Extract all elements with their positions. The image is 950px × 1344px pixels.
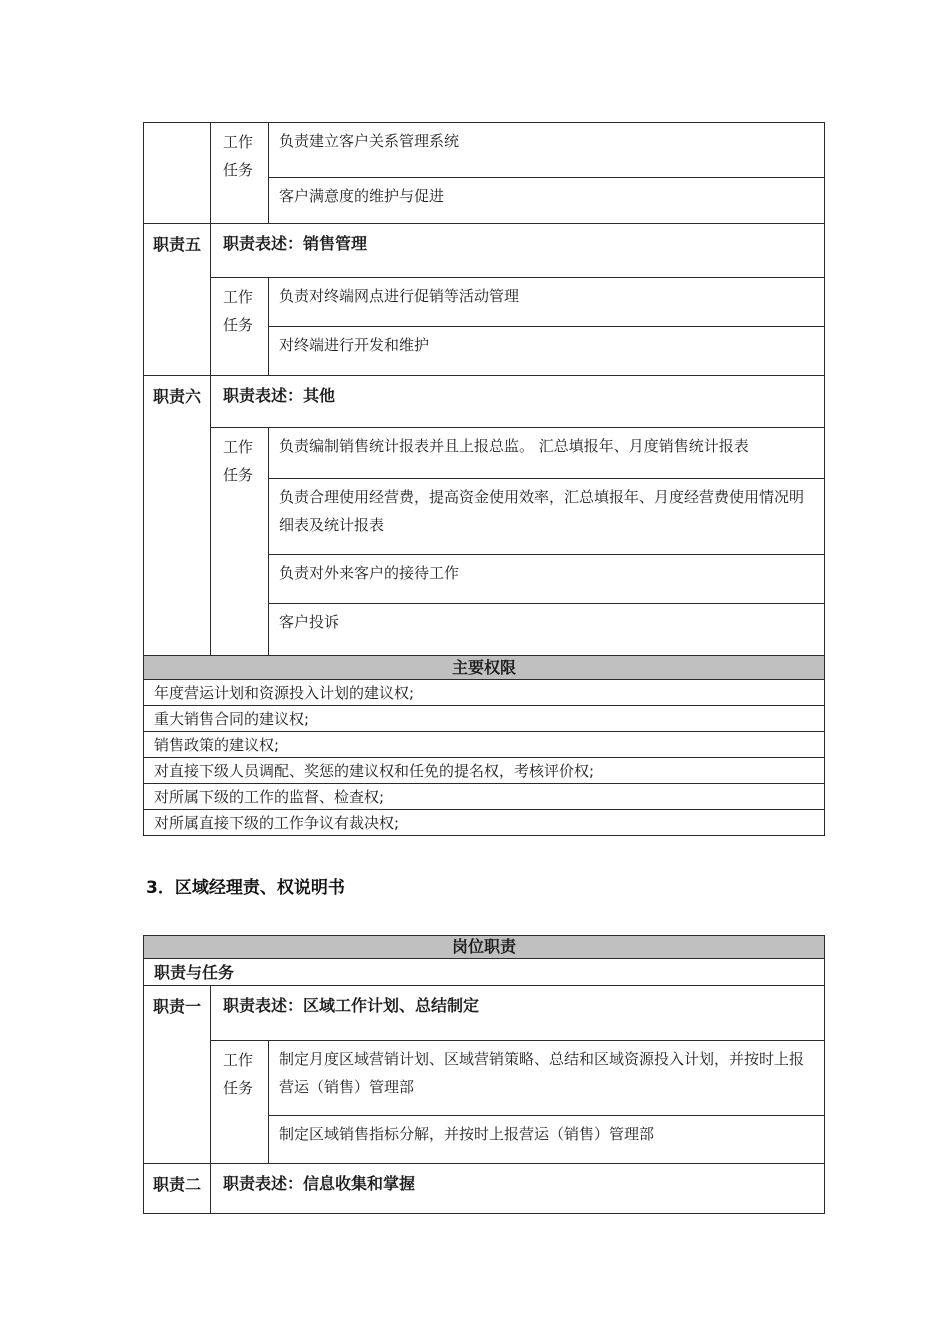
authority-item-cell: 重大销售合同的建议权;	[144, 706, 825, 732]
task-cell: 负责对外来客户的接待工作	[269, 555, 825, 604]
task-cell: 负责编制销售统计报表并且上报总监。 汇总填报年、月度销售统计报表	[269, 428, 825, 479]
task-cell: 负责对终端网点进行促销等活动管理	[269, 278, 825, 327]
table-row	[144, 123, 825, 178]
task-cell: 制定区域销售指标分解，并按时上报营运（销售）管理部	[269, 1116, 825, 1164]
task-cell: 客户投诉	[269, 604, 825, 656]
table-row	[144, 758, 825, 784]
authority-item-cell: 销售政策的建议权;	[144, 732, 825, 758]
duty-statement-cell: 职责表述：信息收集和掌握	[211, 1164, 825, 1214]
section-heading: 3．区域经理责、权说明书	[146, 878, 345, 898]
table-row	[144, 986, 825, 1041]
authority-item-cell: 对直接下级人员调配、奖惩的建议权和任免的提名权，考核评价权;	[144, 758, 825, 784]
work-task-label-cell: 工作任务	[211, 278, 269, 376]
task-cell: 负责建立客户关系管理系统	[269, 123, 825, 178]
duty-statement-cell: 职责表述：销售管理	[211, 224, 825, 278]
table-row	[144, 1041, 825, 1116]
table-row	[144, 224, 825, 278]
duty-index-cell: 职责一	[144, 986, 211, 1164]
authority-item-cell: 对所属下级的工作的监督、检查权;	[144, 784, 825, 810]
work-task-label-cell: 工作任务	[211, 428, 269, 656]
duty-index-cell-empty	[144, 123, 211, 224]
authority-item-cell: 年度营运计划和资源投入计划的建议权;	[144, 680, 825, 706]
task-cell: 对终端进行开发和维护	[269, 327, 825, 376]
table-row	[144, 1164, 825, 1214]
post-duties-table-region-manager	[143, 935, 825, 1214]
table-row	[144, 936, 825, 959]
duty-index-cell: 职责二	[144, 1164, 211, 1214]
duty-index-cell: 职责六	[144, 376, 211, 656]
duty-index-cell: 职责五	[144, 224, 211, 376]
table-row	[144, 810, 825, 836]
table-row	[144, 428, 825, 479]
table-row	[144, 784, 825, 810]
task-cell: 制定月度区域营销计划、区域营销策略、总结和区域资源投入计划，并按时上报营运（销售）管理部	[269, 1041, 825, 1116]
task-cell: 客户满意度的维护与促进	[269, 178, 825, 224]
duty-statement-cell: 职责表述：区域工作计划、总结制定	[211, 986, 825, 1041]
work-task-label-cell: 工作任务	[211, 123, 269, 224]
post-duty-header-cell: 岗位职责	[144, 936, 825, 959]
table-row	[144, 656, 825, 680]
table-row	[144, 959, 825, 986]
table-row	[144, 706, 825, 732]
duty-statement-cell: 职责表述：其他	[211, 376, 825, 428]
authority-item-cell: 对所属直接下级的工作争议有裁决权;	[144, 810, 825, 836]
main-authority-header-cell: 主要权限	[144, 656, 825, 680]
table-row	[144, 732, 825, 758]
table-row	[144, 278, 825, 327]
task-cell: 负责合理使用经营费，提高资金使用效率，汇总填报年、月度经营费使用情况明细表及统计报表	[269, 479, 825, 555]
work-task-label-cell: 工作任务	[211, 1041, 269, 1164]
table-row	[144, 680, 825, 706]
table-row	[144, 376, 825, 428]
duties-and-tasks-cell: 职责与任务	[144, 959, 825, 986]
job-duties-table-continued	[143, 122, 825, 836]
